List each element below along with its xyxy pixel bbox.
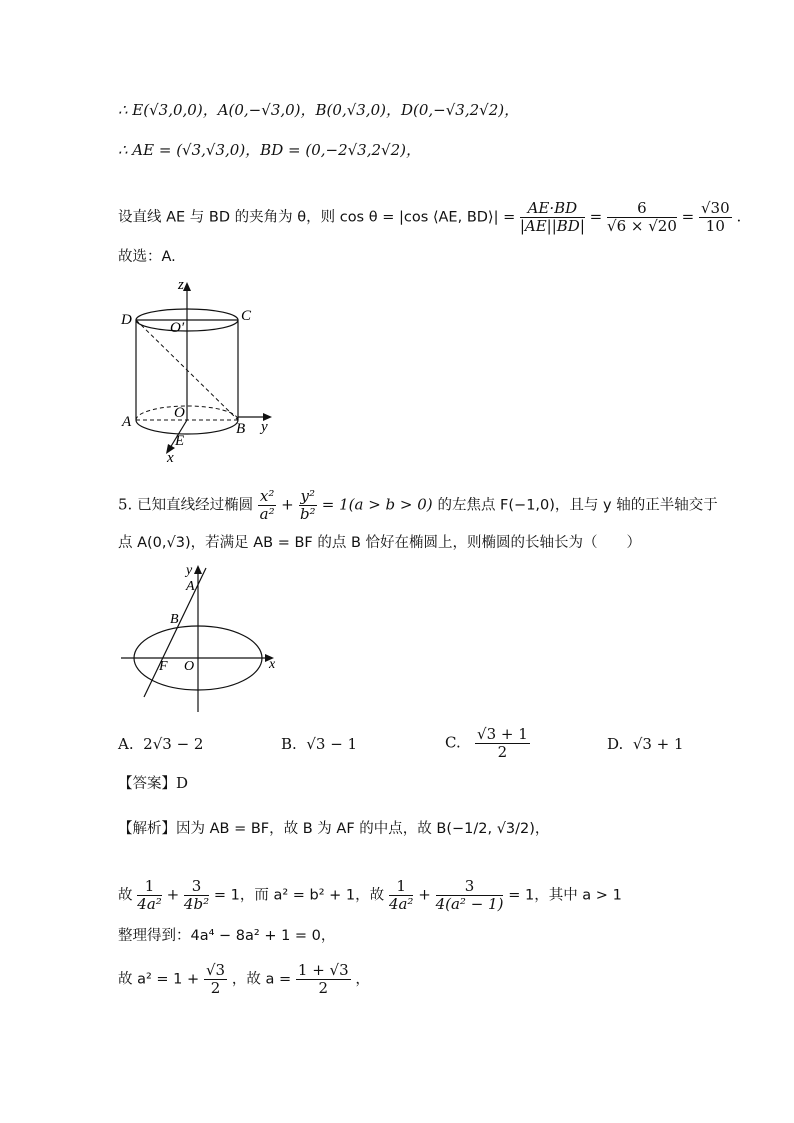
option-C[interactable]: C. $\frac{√3 + 1}{2}$ [445, 725, 528, 761]
y-axis-2-arrow [194, 565, 202, 574]
label-A: A [122, 414, 132, 430]
ellipse-x-term: $\frac{\text{x²}}{\text{a²}}$ [259, 487, 275, 523]
question-5-line2: 点 A(0,√3)，若满足 AB = BF 的点 B 恰好在椭圆上，则椭圆的长轴长为（ ） [118, 535, 642, 551]
label-F2: F [159, 659, 168, 674]
label-z: z [178, 277, 184, 293]
solution-cos-line: 设直线 AE 与 BD 的夹角为 θ，则 cos θ = |cos ⟨AE, BD⟩| = $\frac{AE\cdot BD}{|AE||BD|}$ = $\frac{6}{√6 \times √20}$ = $\frac{√30}{10}$ . [118, 199, 742, 235]
analysis-frac-4: $\frac{3}{\text{4(a² − 1)}}$ [435, 877, 504, 913]
ellipse-y-term: $\frac{\text{y²}}{\text{b²}}$ [299, 487, 316, 523]
solution-answer-line: 故选：A. [118, 249, 176, 265]
line-FA [144, 568, 206, 697]
analysis-frac-5: $\frac{√3}{2}$ [205, 961, 226, 997]
label-x: x [167, 450, 174, 466]
label-B2: B [170, 612, 179, 627]
label-y2: y [186, 563, 193, 578]
option-D[interactable]: D. √3 + 1 [607, 735, 684, 753]
label-B: B [236, 421, 246, 437]
cos-value-fraction: $\frac{6}{√6 \times √20}$ [607, 199, 677, 235]
analysis-line3: 整理得到：4a⁴ − 8a² + 1 = 0， [118, 928, 336, 944]
label-x2: x [269, 657, 276, 672]
analysis-frac-1: $\frac{1}{\text{4a²}}$ [137, 877, 162, 913]
option-B[interactable]: B. √3 − 1 [281, 735, 358, 753]
analysis-frac-6: $\frac{1 + √3}{2}$ [297, 961, 349, 997]
label-C: C [241, 308, 252, 324]
solution-points-line: ∴ E(√3,0,0)，A(0,−√3,0)，B(0,√3,0)，D(0,−√3,2√2)， [118, 101, 520, 119]
cylinder-bottom-front [136, 420, 238, 434]
analysis-line4: 故 a² = 1 + $\frac{√3}{2}$ ，故 a = $\frac{1 + √3}{2}$ ， [118, 961, 370, 997]
question-5-line1: 5. 已知直线经过椭圆 $\frac{\text{x²}}{\text{a²}}$ + $\frac{\text{y²}}{\text{b²}}$ = 1(a > b > 0) 的左焦点 F(−1,0)，且与 y 轴的正半轴交于 [118, 487, 718, 523]
ellipse-figure [118, 560, 288, 715]
label-O: O [174, 405, 185, 421]
analysis-line2: 故 $\frac{1}{\text{4a²}}$ + $\frac{3}{\text{4b²}}$ = 1，而 a² = b² + 1，故 $\frac{1}{\text{4a²}}$ + $\frac{3}{\text{4(a² − 1)}}$ = 1，其中 a > 1 [118, 877, 622, 913]
solution-vectors-line: ∴ AE = (√3,√3,0)，BD = (0,−2√3,2√2)， [118, 141, 421, 159]
cos-fraction: $\frac{AE\cdot BD}{|AE||BD|}$ [519, 199, 585, 235]
cos-result-fraction: $\frac{√30}{10}$ [701, 199, 730, 235]
analysis-frac-2: $\frac{3}{\text{4b²}}$ [183, 877, 210, 913]
label-O2: O [184, 659, 195, 674]
analysis-frac-3: $\frac{1}{\text{4a²}}$ [388, 877, 414, 913]
label-D: D [121, 312, 132, 328]
analysis-line1: 【解析】因为 AB = BF，故 B 为 AF 的中点，故 B(−1/2, √3/2)， [118, 821, 550, 837]
answer-line: 【答案】D [118, 774, 189, 792]
cylinder-figure [118, 276, 288, 466]
option-A[interactable]: A. 2√3 − 2 [118, 735, 204, 753]
label-y: y [261, 419, 268, 435]
option-C-fraction: $\frac{√3 + 1}{2}$ [477, 725, 528, 761]
label-E: E [175, 433, 185, 449]
label-O1: O′ [170, 320, 185, 336]
label-A2: A [186, 579, 195, 594]
z-axis-arrow [183, 282, 191, 291]
